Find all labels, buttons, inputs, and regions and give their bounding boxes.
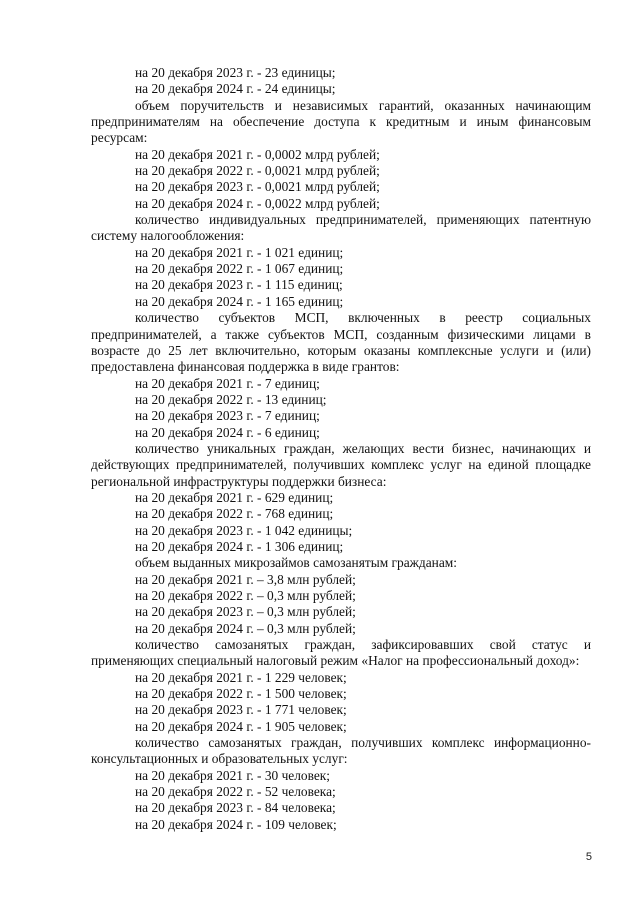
paragraph-guarantees: объем поручительств и независимых гарантий, оказанных начинающим предпринимателям на обеспечение доступа к кредитным и иным финансовым ресурсам: [91,97,591,146]
list-item: на 20 декабря 2022 г. - 768 единиц; [135,506,334,522]
paragraph-unique-citizens: количество уникальных граждан, желающих вести бизнес, начинающих и действующих предпринимателей, получивших комплекс услуг на единой площадке региональной инфраструктуры поддержки бизнеса: [91,440,591,489]
paragraph-self-employed-services: количество самозанятых граждан, получивших комплекс информационно-консультационных и образовательных услуг: [91,735,591,767]
list-item: на 20 декабря 2022 г. - 52 человека; [135,784,336,800]
list-item: на 20 декабря 2024 г. - 1 306 единиц; [135,538,344,554]
paragraph-patent-system: количество индивидуальных предпринимателей, применяющих патентную систему налогообложения: [91,212,591,244]
list-item: на 20 декабря 2022 г. – 0,3 млн рублей; [135,588,356,603]
paragraph-self-employed-status: количество самозанятых граждан, зафиксировавших свой статус и применяющих специальный налоговый режим «Налог на профессиональный доход»: [91,637,591,669]
list-item: на 20 декабря 2023 г. - 1 115 единиц; [135,277,343,293]
list-item: на 20 декабря 2024 г. - 1 165 единиц; [135,293,344,309]
page-number: 5 [585,851,592,863]
list-item: на 20 декабря 2021 г. - 30 человек; [135,767,331,783]
list-item: на 20 декабря 2022 г. - 0,0021 млрд рублей; [135,163,380,179]
paragraph-social-entrepreneurs: количество субъектов МСП, включенных в реестр социальных предпринимателей, а также субъектов МСП, созданным физическими лицами в возрасте до 25 лет включительно, которым оказаны комплексные услуги и (или) предоставлена финансовая поддержка в виде грантов: [91,310,591,375]
list-item: на 20 декабря 2021 г. - 1 229 человек; [135,669,347,685]
list-item: на 20 декабря 2022 г. - 13 единиц; [135,391,327,407]
list-item: на 20 декабря 2023 г. - 23 единицы; [135,65,336,80]
list-item: на 20 декабря 2023 г. – 0,3 млн рублей; [135,604,356,620]
list-item: на 20 декабря 2024 г. - 24 единицы; [135,81,336,97]
list-item: на 20 декабря 2024 г. - 1 905 человек; [135,718,347,734]
document-body [91,65,591,833]
list-item: на 20 декабря 2024 г. - 6 единиц; [135,424,320,440]
list-item: на 20 декабря 2023 г. - 0,0021 млрд рублей; [135,179,380,195]
list-item: на 20 декабря 2021 г. - 0,0002 млрд рублей; [135,146,380,162]
list-item: на 20 декабря 2022 г. - 1 500 человек; [135,686,347,702]
list-item: на 20 декабря 2023 г. - 1 042 единицы; [135,522,353,538]
list-item: на 20 декабря 2021 г. - 7 единиц; [135,375,320,391]
list-item: на 20 декабря 2022 г. - 1 067 единиц; [135,261,344,277]
list-item: на 20 декабря 2024 г. - 0,0022 млрд рублей; [135,195,380,211]
list-item: на 20 декабря 2021 г. – 3,8 млн рублей; [135,571,356,587]
list-item: на 20 декабря 2023 г. - 1 771 человек; [135,702,347,718]
list-item: на 20 декабря 2021 г. - 1 021 единиц; [135,244,344,260]
list-item: на 20 декабря 2021 г. - 629 единиц; [135,489,334,505]
list-item: на 20 декабря 2024 г. - 109 человек; [135,816,337,832]
list-item: на 20 декабря 2024 г. – 0,3 млн рублей; [135,620,356,636]
list-item: на 20 декабря 2023 г. - 84 человека; [135,800,336,816]
list-item: на 20 декабря 2023 г. - 7 единиц; [135,408,320,424]
paragraph-microloans: объем выданных микрозаймов самозанятым гражданам: [135,555,457,571]
